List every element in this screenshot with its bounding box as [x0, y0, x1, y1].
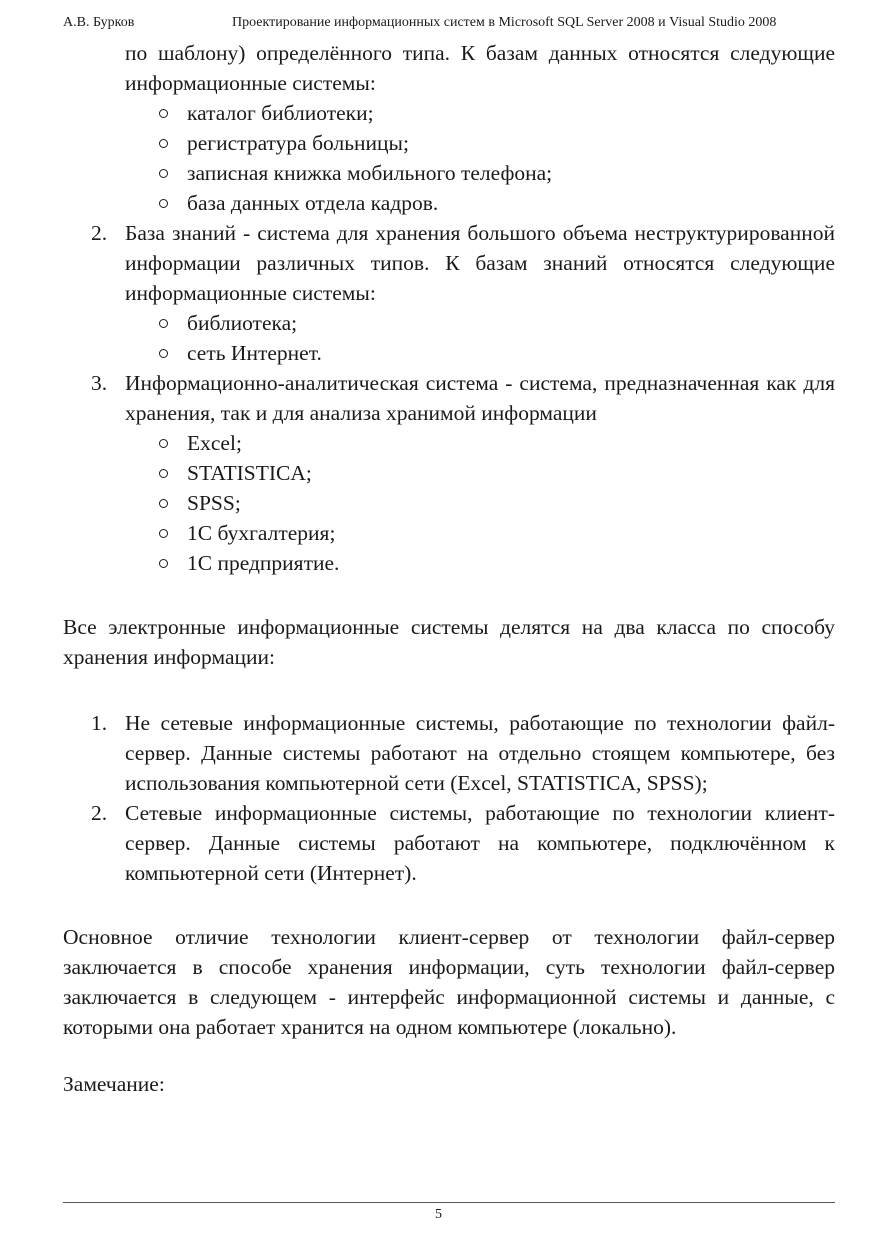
item-text: Сетевые информационные системы, работающие по технологии клиент-сервер. Данные системы работают на компьютере, подключённом к компьютерной сети (Интернет). — [125, 801, 835, 885]
list1-item2 — [63, 218, 835, 308]
item-text: Информационно-аналитическая система - система, предназначенная как для хранения, так и для анализа хранимой информации — [125, 371, 835, 425]
bullet-icon — [159, 199, 168, 208]
item-text: Не сетевые информационные системы, работающие по технологии файл-сервер. Данные системы работают на отдельно стоящем компьютере, без использования компьютерной сети (Excel, STATISTICA, SPSS); — [125, 711, 835, 795]
list1-item1-bullets — [63, 98, 835, 218]
list-item: сеть Интернет. — [187, 338, 835, 368]
list-item: 1С бухгалтерия; — [187, 518, 835, 548]
bullet-icon — [159, 439, 168, 448]
list-item: SPSS; — [187, 488, 835, 518]
list-item: база данных отдела кадров. — [187, 188, 835, 218]
page-header — [63, 14, 835, 32]
header-author: А.В. Бурков — [63, 15, 135, 30]
item-number: 2. — [91, 221, 108, 245]
item-number: 3. — [91, 371, 108, 395]
item-number: 1. — [91, 711, 108, 735]
footer-divider — [63, 1202, 835, 1203]
bullet-icon — [159, 139, 168, 148]
list1-item1-tail: по шаблону) определённого типа. К базам данных относятся следующие информационные системы: — [125, 41, 835, 95]
list-item: каталог библиотеки; — [187, 98, 835, 128]
bullet-icon — [159, 559, 168, 568]
paragraph-difference: Основное отличие технологии клиент-сервер от технологии файл-сервер заключается в способе хранения информации, суть технологии файл-сервер заключается в следующем - интерфейс информационной системы и данные, с которыми она работает хранится на одном компьютере (локально). — [63, 925, 835, 1039]
list2-item2 — [63, 798, 835, 888]
item-text: База знаний - система для хранения большого объема неструктурированной информации различных типов. К базам знаний относятся следующие информационные системы: — [125, 221, 835, 305]
bullet-icon — [159, 499, 168, 508]
bullet-icon — [159, 529, 168, 538]
paragraph-classes: Все электронные информационные системы делятся на два класса по способу хранения информации: — [63, 615, 835, 669]
list1-item3 — [63, 368, 835, 428]
header-title: Проектирование информационных систем в Microsoft SQL Server 2008 и Visual Studio 2008 — [232, 15, 777, 30]
bullet-icon — [159, 349, 168, 358]
note-label: Замечание: — [63, 1072, 165, 1096]
bullet-icon — [159, 109, 168, 118]
list-item: 1С предприятие. — [187, 548, 835, 578]
bullet-icon — [159, 319, 168, 328]
list-item: библиотека; — [187, 308, 835, 338]
page-number: 5 — [435, 1207, 442, 1222]
list-item: регистратура больницы; — [187, 128, 835, 158]
list2 — [63, 708, 835, 888]
list-item: Excel; — [187, 428, 835, 458]
page-content — [63, 38, 835, 1099]
item-number: 2. — [91, 801, 108, 825]
list-item: STATISTICA; — [187, 458, 835, 488]
bullet-icon — [159, 469, 168, 478]
list1-item2-bullets — [63, 308, 835, 368]
list2-item1 — [63, 708, 835, 798]
list-item: записная книжка мобильного телефона; — [187, 158, 835, 188]
bullet-icon — [159, 169, 168, 178]
list1-item3-bullets — [63, 428, 835, 578]
